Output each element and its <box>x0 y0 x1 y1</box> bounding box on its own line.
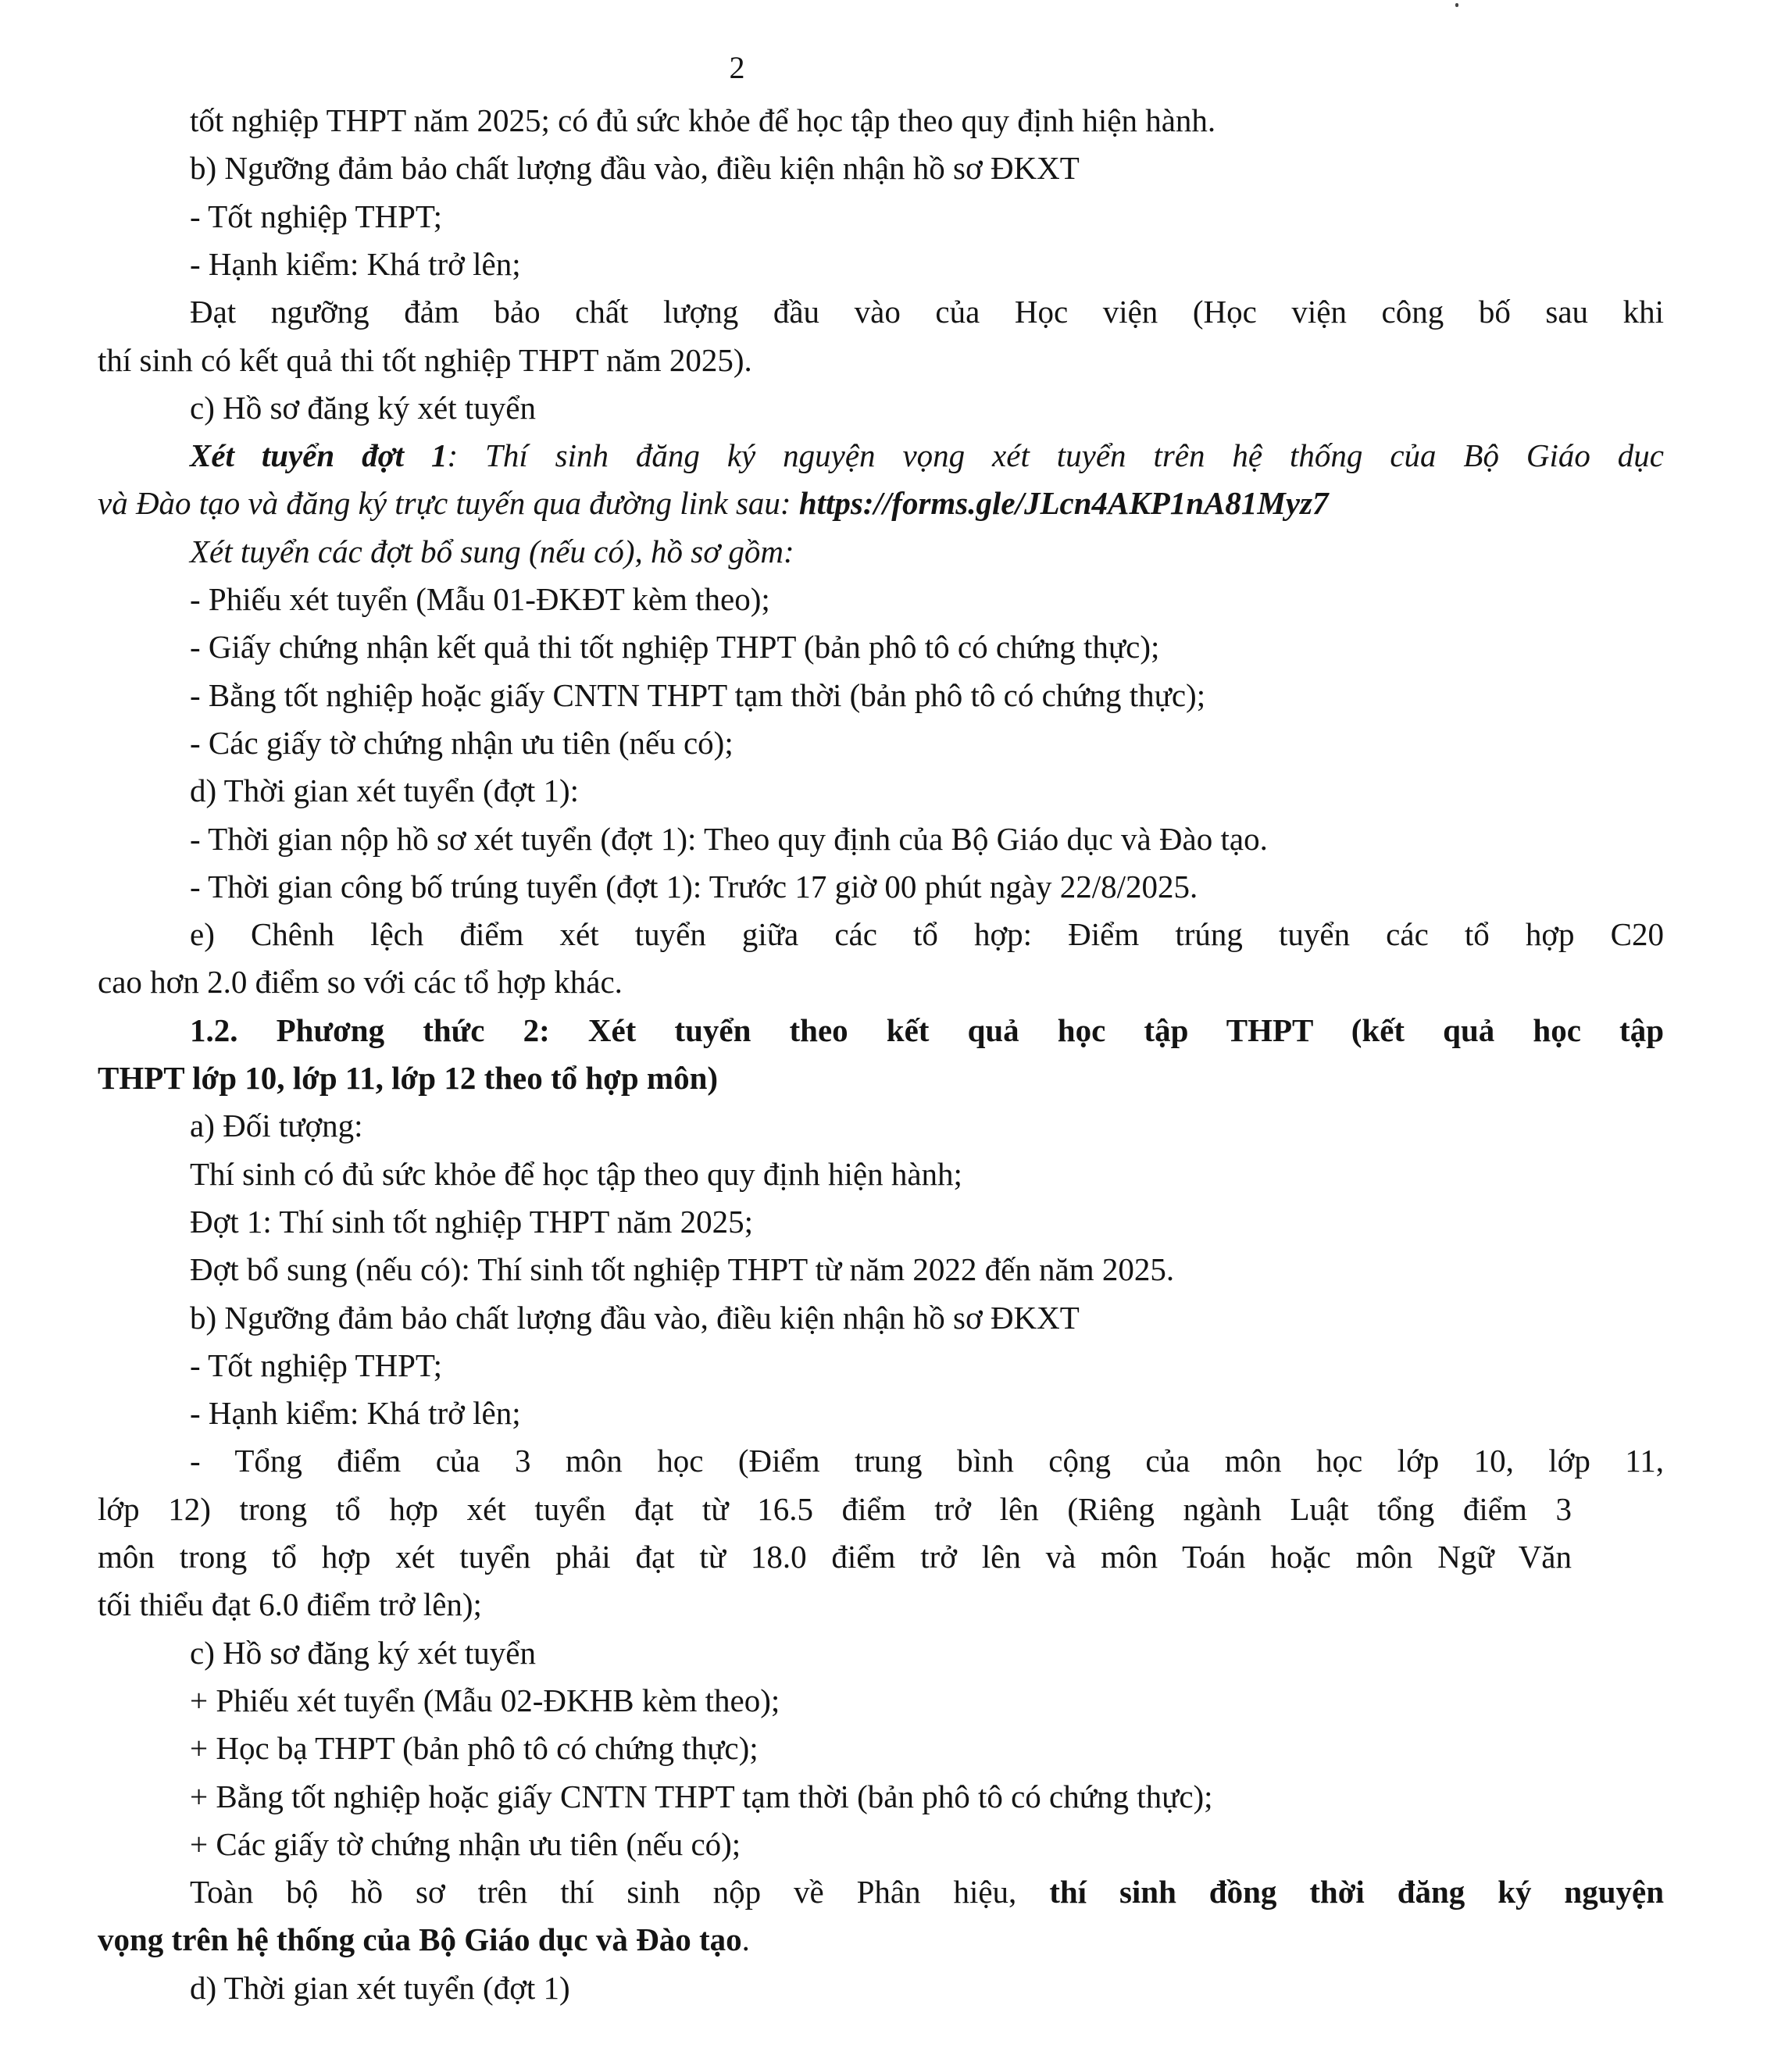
text-line: tốt nghiệp THPT năm 2025; có đủ sức khỏe để học tập theo quy định hiện hành. <box>190 102 1216 138</box>
text-line: c) Hồ sơ đăng ký xét tuyển <box>190 1634 536 1671</box>
text-line: - Phiếu xét tuyển (Mẫu 01-ĐKĐT kèm theo); <box>190 581 770 617</box>
round-label: Xét tuyển đợt 1 <box>190 437 448 474</box>
text-line: c) Hồ sơ đăng ký xét tuyển <box>190 389 536 426</box>
text-line: Xét tuyển các đợt bổ sung (nếu có), hồ sơ gồm: <box>190 533 794 569</box>
text-line: + Phiếu xét tuyển (Mẫu 02-ĐKHB kèm theo); <box>190 1682 780 1718</box>
text-line: thí sinh có kết quả thi tốt nghiệp THPT năm 2025). <box>98 341 752 378</box>
text-line <box>0 435 1792 476</box>
text-line: lớp 12) trong tổ hợp xét tuyển đạt từ 16.5 điểm trở lên (Riêng ngành Luật tổng điểm 3 <box>98 1490 1572 1527</box>
text-line: e) Chênh lệch điểm xét tuyển giữa các tổ hợp: Điểm trúng tuyển các tổ hợp C20 <box>190 916 1664 953</box>
text-line: + Bằng tốt nghiệp hoặc giấy CNTN THPT tạm thời (bản phô tô có chứng thực); <box>190 1778 1213 1814</box>
text-line: - Các giấy tờ chứng nhận ưu tiên (nếu có); <box>190 724 734 761</box>
text-line: + Học bạ THPT (bản phô tô có chứng thực); <box>190 1730 759 1767</box>
section-heading: 1.2. Phương thức 2: Xét tuyển theo kết quả học tập THPT (kết quả học tập <box>190 1011 1664 1048</box>
text-line <box>0 1871 1792 1912</box>
text-line: Thí sinh có đủ sức khỏe để học tập theo quy định hiện hành; <box>190 1155 962 1192</box>
round-text: Thí sinh đăng ký nguyện vọng xét tuyển trên hệ thống của Bộ Giáo dục <box>485 437 1664 474</box>
text-line: Đạt ngưỡng đảm bảo chất lượng đầu vào của Học viện (Học viện công bố sau khi <box>190 294 1664 330</box>
text-line: tối thiểu đạt 6.0 điểm trở lên); <box>98 1586 482 1623</box>
spacer <box>0 2011 1572 2012</box>
text-line: b) Ngưỡng đảm bảo chất lượng đầu vào, điều kiện nhận hồ sơ ĐKXT <box>190 150 1080 187</box>
text-line: - Hạnh kiểm: Khá trở lên; <box>190 1395 521 1432</box>
text-line: a) Đối tượng: <box>190 1108 363 1144</box>
text-line: môn trong tổ hợp xét tuyển phải đạt từ 18.0 điểm trở lên và môn Toán hoặc môn Ngữ Văn <box>98 1539 1572 1575</box>
submission-bold: thí sinh đồng thời đăng ký nguyện <box>1049 1874 1664 1911</box>
text-line: Đợt 1: Thí sinh tốt nghiệp THPT năm 2025; <box>190 1203 753 1240</box>
text-line: - Tốt nghiệp THPT; <box>190 1347 443 1383</box>
submission-text: Toàn bộ hồ sơ trên thí sinh nộp về Phân hiệu, <box>190 1874 1050 1911</box>
text-line: - Thời gian công bố trúng tuyển (đợt 1): Trước 17 giờ 00 phút ngày 22/8/2025. <box>190 868 1198 904</box>
period: . <box>741 1921 750 1958</box>
scan-speck <box>1455 3 1458 7</box>
text-line: - Thời gian nộp hồ sơ xét tuyển (đợt 1): Theo quy định của Bộ Giáo dục và Đào tạo. <box>190 820 1268 857</box>
link-intro: và Đào tạo và đăng ký trực tuyến qua đường link sau: <box>98 485 799 522</box>
text-line: b) Ngưỡng đảm bảo chất lượng đầu vào, điều kiện nhận hồ sơ ĐKXT <box>190 1299 1080 1336</box>
section-heading: THPT lớp 10, lớp 11, lớp 12 theo tổ hợp môn) <box>98 1060 719 1096</box>
text-line: - Bằng tốt nghiệp hoặc giấy CNTN THPT tạm thời (bản phô tô có chứng thực); <box>190 676 1206 713</box>
text-line: - Giấy chứng nhận kết quả thi tốt nghiệp THPT (bản phô tô có chứng thực); <box>190 629 1160 665</box>
label-colon: : <box>447 437 486 474</box>
page-number: 2 <box>729 50 745 85</box>
submission-bold-cont: vọng trên hệ thống của Bộ Giáo dục và Đào tạo <box>98 1921 742 1958</box>
text-line <box>0 1919 1572 1960</box>
text-line: Đợt bổ sung (nếu có): Thí sinh tốt nghiệp THPT từ năm 2022 đến năm 2025. <box>190 1251 1175 1288</box>
text-line: - Hạnh kiểm: Khá trở lên; <box>190 245 521 282</box>
text-line: + Các giấy tờ chứng nhận ưu tiên (nếu có); <box>190 1825 741 1862</box>
text-line: - Tốt nghiệp THPT; <box>190 198 443 234</box>
registration-link[interactable]: https://forms.gle/JLcn4AKP1nA81Myz7 <box>798 485 1329 522</box>
text-line <box>0 483 1572 523</box>
text-line: d) Thời gian xét tuyển (đợt 1) <box>190 1969 570 2006</box>
text-line: - Tổng điểm của 3 môn học (Điểm trung bình cộng của môn học lớp 10, lớp 11, <box>190 1443 1664 1479</box>
text-line: d) Thời gian xét tuyển (đợt 1): <box>190 772 580 809</box>
text-line: cao hơn 2.0 điểm so với các tổ hợp khác. <box>98 964 623 1001</box>
